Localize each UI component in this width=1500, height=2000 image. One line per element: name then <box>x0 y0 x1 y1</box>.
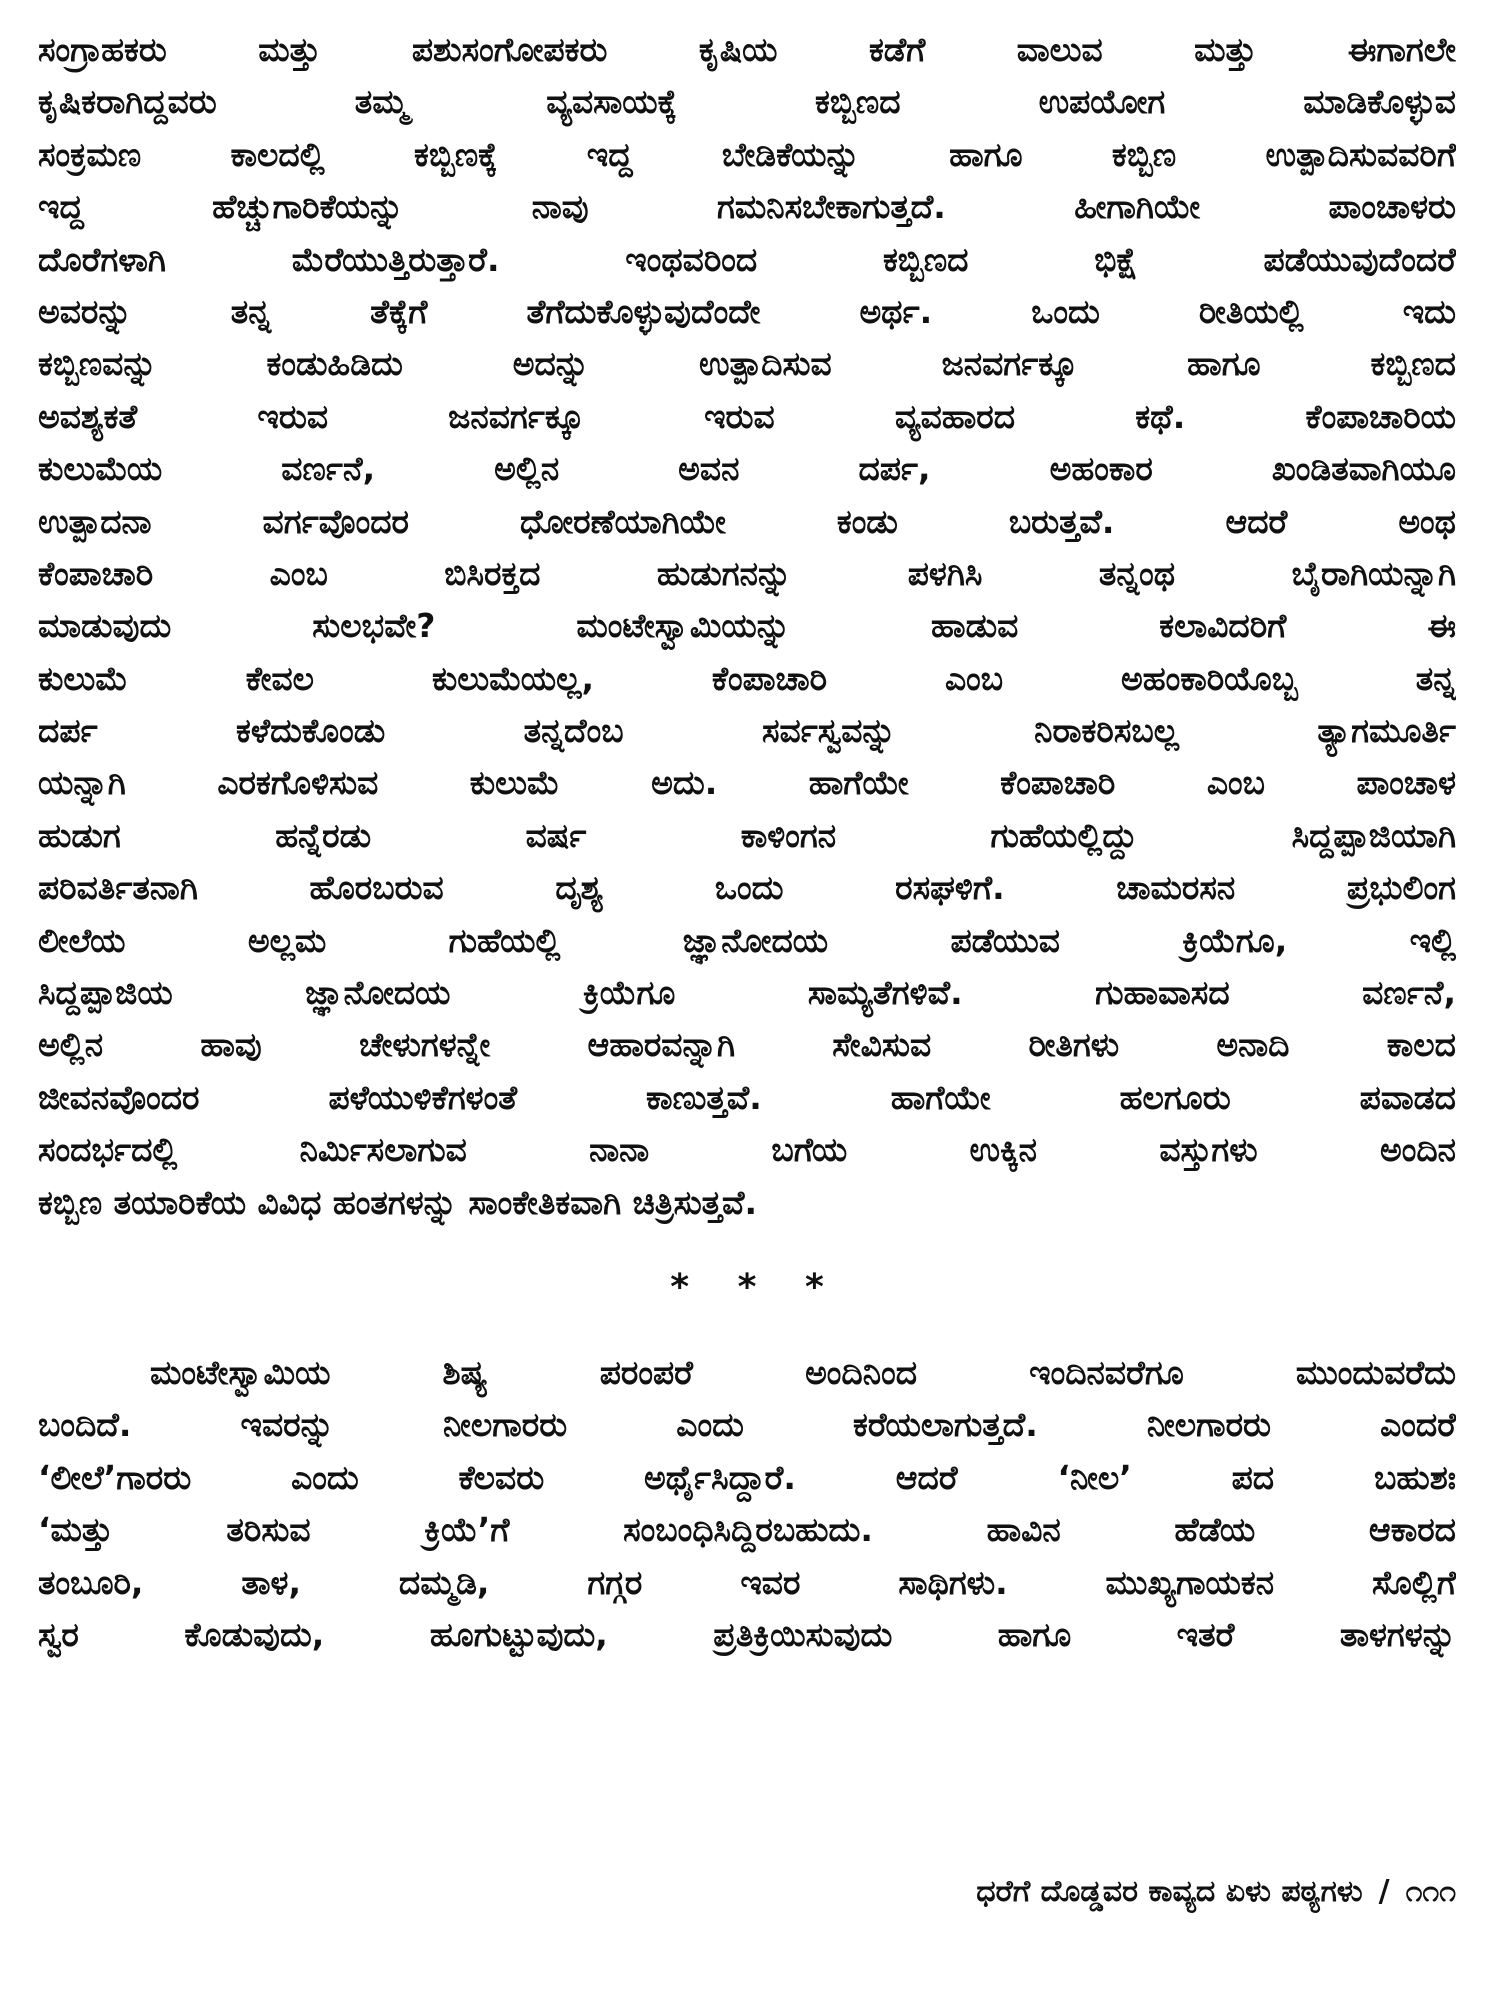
section-separator: * * * <box>670 1266 842 1308</box>
text-line: ಕೃಷಿಕರಾಗಿದ್ದವರು ತಮ್ಮ ವ್ಯವಸಾಯಕ್ಕೆ ಕಬ್ಬಿಣದ ಉಪಯೋಗ ಮಾಡಿಕೊಳ್ಳುವ <box>38 82 1456 122</box>
paragraph-2 <box>38 1347 1456 1661</box>
text-line: ತಂಬೂರಿ, ತಾಳ, ದಮ್ಮಡಿ, ಗಗ್ಗರ ಇವರ ಸಾಥಿಗಳು. ಮುಖ್ಯಗಾಯಕನ ಸೊಲ್ಲಿಗೆ <box>38 1562 1456 1602</box>
text-line: ಅಲ್ಲಿನ ಹಾವು ಚೇಳುಗಳನ್ನೇ ಆಹಾರವನ್ನಾಗಿ ಸೇವಿಸುವ ರೀತಿಗಳು ಅನಾದಿ ಕಾಲದ <box>38 1025 1456 1065</box>
text-line: ಹುಡುಗ ಹನ್ನೆರಡು ವರ್ಷ ಕಾಳಿಂಗನ ಗುಹೆಯಲ್ಲಿದ್ದು ಸಿದ್ದಪ್ಪಾಜಿಯಾಗಿ <box>38 815 1456 855</box>
text-line: ಯನ್ನಾಗಿ ಎರಕಗೊಳಿಸುವ ಕುಲುಮೆ ಅದು. ಹಾಗೆಯೇ ಕೆಂಪಾಚಾರಿ ಎಂಬ ಪಾಂಚಾಳ <box>38 763 1456 803</box>
text-line: ಸಂಕ್ರಮಣ ಕಾಲದಲ್ಲಿ ಕಬ್ಬಿಣಕ್ಕೆ ಇದ್ದ ಬೇಡಿಕೆಯನ್ನು ಹಾಗೂ ಕಬ್ಬಿಣ ಉತ್ಪಾದಿಸುವವರಿಗೆ <box>38 134 1456 174</box>
text-line: ಮಂಟೇಸ್ವಾಮಿಯ ಶಿಷ್ಯ ಪರಂಪರೆ ಅಂದಿನಿಂದ ಇಂದಿನವರೆಗೂ ಮುಂದುವರೆದು <box>150 1352 1456 1392</box>
text-line: ‘ಮತ್ತು ತರಿಸುವ ಕ್ರಿಯೆ’ಗೆ ಸಂಬಂಧಿಸಿದ್ದಿರಬಹುದು. ಹಾವಿನ ಹೆಡೆಯ ಆಕಾರದ <box>38 1510 1456 1550</box>
text-line: ಅವಶ್ಯಕತೆ ಇರುವ ಜನವರ್ಗಕ್ಕೂ ಇರುವ ವ್ಯವಹಾರದ ಕಥೆ. ಕೆಂಪಾಚಾರಿಯ <box>38 396 1456 436</box>
page-number: ೧೧೧ <box>1405 1874 1456 1909</box>
text-line: ಸಂದರ್ಭದಲ್ಲಿ ನಿರ್ಮಿಸಲಾಗುವ ನಾನಾ ಬಗೆಯ ಉಕ್ಕಿನ ವಸ್ತುಗಳು ಅಂದಿನ <box>38 1130 1456 1170</box>
text-line: ಉತ್ಪಾದನಾ ವರ್ಗವೊಂದರ ಧೋರಣೆಯಾಗಿಯೇ ಕಂಡು ಬರುತ್ತವೆ. ಆದರೆ ಅಂಥ <box>38 501 1456 541</box>
text-line: ಕುಲುಮೆ ಕೇವಲ ಕುಲುಮೆಯಲ್ಲ, ಕೆಂಪಾಚಾರಿ ಎಂಬ ಅಹಂಕಾರಿಯೊಬ್ಬ ತನ್ನ <box>38 658 1456 698</box>
text-line: ಅವರನ್ನು ತನ್ನ ತೆಕ್ಕೆಗೆ ತೆಗೆದುಕೊಳ್ಳುವುದೆಂದೇ ಅರ್ಥ. ಒಂದು ರೀತಿಯಲ್ಲಿ ಇದು <box>38 291 1456 331</box>
text-line: ಕಬ್ಬಿಣವನ್ನು ಕಂಡುಹಿಡಿದು ಅದನ್ನು ಉತ್ಪಾದಿಸುವ ಜನವರ್ಗಕ್ಕೂ ಹಾಗೂ ಕಬ್ಬಿಣದ <box>38 344 1456 384</box>
text-line: ಬಂದಿದೆ. ಇವರನ್ನು ನೀಲಗಾರರು ಎಂದು ಕರೆಯಲಾಗುತ್ತದೆ. ನೀಲಗಾರರು ಎಂದರೆ <box>38 1405 1456 1445</box>
text-line: ದರ್ಪ ಕಳೆದುಕೊಂಡು ತನ್ನದೆಂಬ ಸರ್ವಸ್ವವನ್ನು ನಿರಾಕರಿಸಬಲ್ಲ ತ್ಯಾಗಮೂರ್ತಿ <box>38 711 1456 751</box>
text-line: ‘ಲೀಲೆ’ಗಾರರು ಎಂದು ಕೆಲವರು ಅರ್ಥೈಸಿದ್ದಾರೆ. ಆದರೆ ‘ನೀಲ’ ಪದ ಬಹುಶಃ <box>38 1457 1456 1497</box>
text-line: ಕುಲುಮೆಯ ವರ್ಣನೆ, ಅಲ್ಲಿನ ಅವನ ದರ್ಪ, ಅಹಂಕಾರ ಖಂಡಿತವಾಗಿಯೂ <box>38 449 1456 489</box>
book-title: ಧರೆಗೆ ದೊಡ್ಡವರ ಕಾವ್ಯದ ಏಳು ಪಠ್ಯಗಳು <box>976 1874 1363 1909</box>
text-line: ಕಬ್ಬಿಣ ತಯಾರಿಕೆಯ ವಿವಿಧ ಹಂತಗಳನ್ನು ಸಾಂಕೇತಿಕವಾಗಿ ಚಿತ್ರಿಸುತ್ತವೆ. <box>38 1182 758 1222</box>
text-line: ಸಿದ್ದಪ್ಪಾಜಿಯ ಜ್ಞಾನೋದಯ ಕ್ರಿಯೆಗೂ ಸಾಮ್ಯತೆಗಳಿವೆ. ಗುಹಾವಾಸದ ವರ್ಣನೆ, <box>38 973 1456 1013</box>
paragraph-1 <box>38 24 1456 1229</box>
page-footer <box>976 1866 1456 1918</box>
text-line: ಜೀವನವೊಂದರ ಪಳೆಯುಳಿಕೆಗಳಂತೆ ಕಾಣುತ್ತವೆ. ಹಾಗೆಯೇ ಹಲಗೂರು ಪವಾಡದ <box>38 1077 1456 1117</box>
text-line: ಪರಿವರ್ತಿತನಾಗಿ ಹೊರಬರುವ ದೃಶ್ಯ ಒಂದು ರಸಘಳಿಗೆ. ಚಾಮರಸನ ಪ್ರಭುಲಿಂಗ <box>38 868 1456 908</box>
footer-separator: / <box>1378 1874 1390 1909</box>
text-line: ಲೀಲೆಯ ಅಲ್ಲಮ ಗುಹೆಯಲ್ಲಿ ಜ್ಞಾನೋದಯ ಪಡೆಯುವ ಕ್ರಿಯೆಗೂ, ಇಲ್ಲಿ <box>38 920 1456 960</box>
text-line: ಸಂಗ್ರಾಹಕರು ಮತ್ತು ಪಶುಸಂಗೋಪಕರು ಕೃಷಿಯ ಕಡೆಗೆ ವಾಲುವ ಮತ್ತು ಈಗಾಗಲೇ <box>38 30 1456 69</box>
text-line: ದೊರೆಗಳಾಗಿ ಮೆರೆಯುತ್ತಿರುತ್ತಾರೆ. ಇಂಥವರಿಂದ ಕಬ್ಬಿಣದ ಭಿಕ್ಷೆ ಪಡೆಯುವುದೆಂದರೆ <box>38 239 1456 279</box>
text-line: ಇದ್ದ ಹೆಚ್ಚುಗಾರಿಕೆಯನ್ನು ನಾವು ಗಮನಿಸಬೇಕಾಗುತ್ತದೆ. ಹೀಗಾಗಿಯೇ ಪಾಂಚಾಳರು <box>38 187 1456 227</box>
text-line: ಮಾಡುವುದು ಸುಲಭವೇ? ಮಂಟೇಸ್ವಾಮಿಯನ್ನು ಹಾಡುವ ಕಲಾವಿದರಿಗೆ ಈ <box>38 606 1456 646</box>
text-line: ಸ್ವರ ಕೊಡುವುದು, ಹೂಗುಟ್ಟುವುದು, ಪ್ರತಿಕ್ರಿಯಿಸುವುದು ಹಾಗೂ ಇತರೆ ತಾಳಗಳನ್ನು <box>38 1614 1456 1654</box>
text-line: ಕೆಂಪಾಚಾರಿ ಎಂಬ ಬಿಸಿರಕ್ತದ ಹುಡುಗನನ್ನು ಪಳಗಿಸಿ ತನ್ನಂಥ ಬೈರಾಗಿಯನ್ನಾಗಿ <box>38 553 1456 593</box>
